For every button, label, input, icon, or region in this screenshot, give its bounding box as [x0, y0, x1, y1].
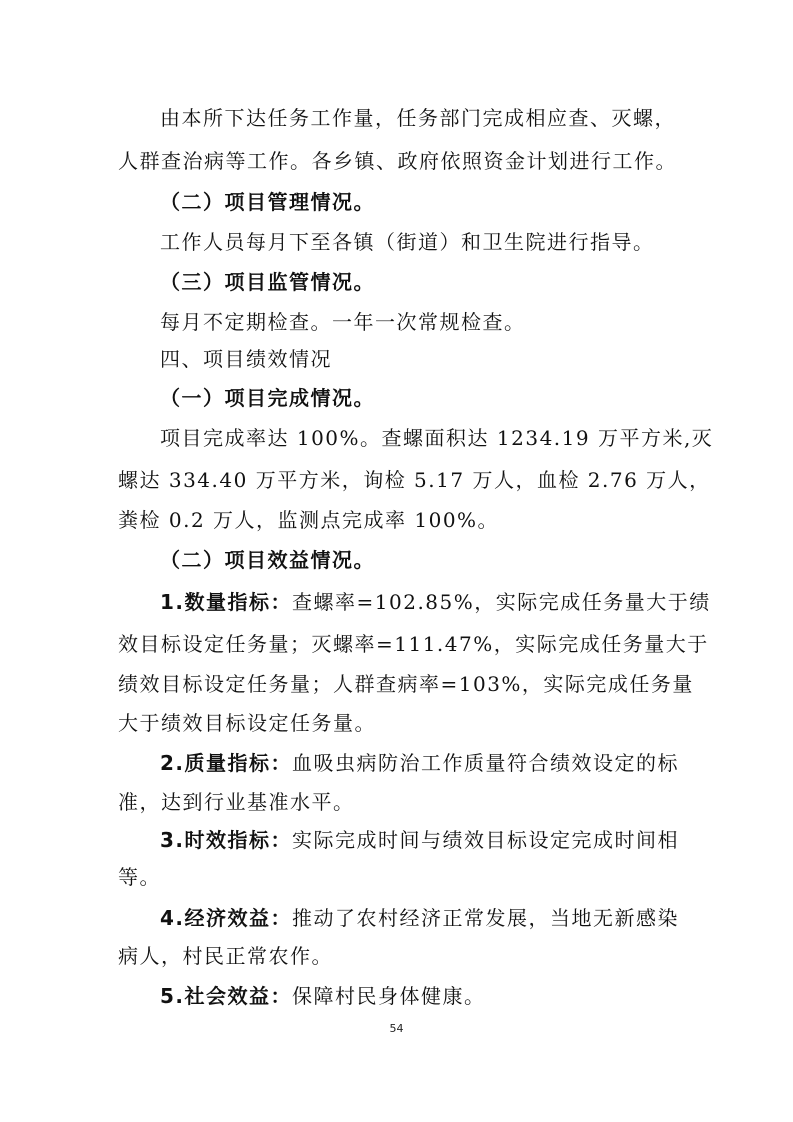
paragraph-line: 由本所下达任务工作量，任务部门完成相应查、灭螺， — [160, 106, 676, 130]
paragraph-line: 人群查治病等工作。各乡镇、政府依照资金计划进行工作。 — [118, 149, 677, 173]
paragraph-line: 粪检 0.2 万人，监测点完成率 100%。 — [118, 508, 500, 532]
indicator-text: 保障村民身体健康。 — [292, 984, 486, 1008]
indicator-label: 4.经济效益： — [160, 906, 293, 930]
paragraph-line: 病人，村民正常农作。 — [118, 944, 333, 968]
indicator-text: 查螺率=102.85%，实际完成任务量大于绩 — [292, 590, 711, 614]
section-heading: （一）项目完成情况。 — [160, 386, 375, 410]
indicator-label: 2.质量指标： — [160, 751, 293, 775]
section-heading: （二）项目管理情况。 — [160, 190, 375, 214]
paragraph-line: 每月不定期检查。一年一次常规检查。 — [160, 310, 526, 334]
section-heading: （三）项目监管情况。 — [160, 270, 375, 294]
paragraph-line: 等。 — [118, 865, 161, 889]
paragraph-line: 螺达 334.40 万平方米，询检 5.17 万人，血检 2.76 万人， — [118, 468, 711, 492]
page-number: 54 — [389, 1022, 404, 1035]
paragraph-line: 绩效目标设定任务量；人群查病率=103%，实际完成任务量 — [118, 672, 694, 696]
indicator-text: 血吸虫病防治工作质量符合绩效设定的标 — [292, 751, 680, 775]
indicator-line — [160, 904, 730, 932]
indicator-line — [160, 749, 730, 777]
indicator-text: 实际完成时间与绩效目标设定完成时间相 — [292, 828, 680, 852]
section-heading: 四、项目绩效情况 — [160, 347, 332, 371]
indicator-label: 3.时效指标： — [160, 828, 293, 852]
indicator-label: 1.数量指标： — [160, 590, 293, 614]
paragraph-line: 大于绩效目标设定任务量。 — [118, 711, 376, 735]
indicator-line — [160, 982, 730, 1010]
indicator-line — [160, 826, 730, 854]
paragraph-line: 效目标设定任务量；灭螺率=111.47%，实际完成任务量大于 — [118, 632, 709, 656]
paragraph-line: 准，达到行业基准水平。 — [118, 790, 355, 814]
indicator-text: 推动了农村经济正常发展，当地无新感染 — [292, 906, 680, 930]
paragraph-line: 工作人员每月下至各镇（街道）和卫生院进行指导。 — [160, 230, 655, 254]
paragraph-line: 项目完成率达 100%。查螺面积达 1234.19 万平方米,灭 — [160, 426, 714, 450]
section-heading: （二）项目效益情况。 — [160, 548, 375, 572]
indicator-line — [160, 588, 730, 616]
indicator-label: 5.社会效益： — [160, 984, 293, 1008]
